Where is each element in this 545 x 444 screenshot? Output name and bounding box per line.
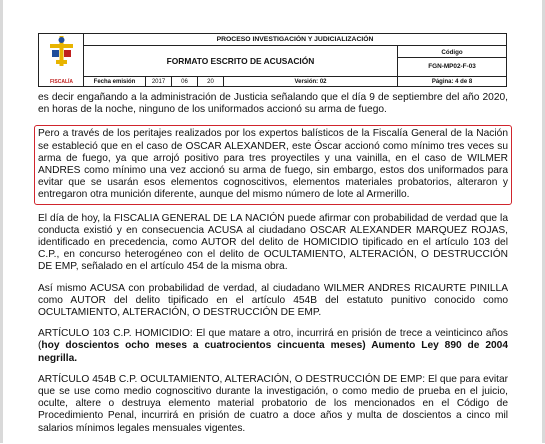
paragraph-p4: Así mismo ACUSA con probabilidad de verdad, al ciudadano WILMER ANDRES RICAURTE PINILLA como AUTOR del delito tipificado en el artículo 454B del estatuto punitivo conocido como OCULTAMIENTO, ALTERACIÓN, O DESTRUCCIÓN DE EMP. [38, 282, 508, 319]
document-body [38, 92, 508, 444]
code-value: FGN-MP02-F-03 [428, 62, 476, 70]
paragraph-p5 [38, 328, 508, 365]
form-header [38, 33, 507, 87]
paragraph-p1: es decir engañando a la administración de Justicia señalando que el día 9 de septiembre del año 2020, en horas de la noche, ninguno de los uniformados accionó su arma de fuego. [38, 92, 508, 116]
fecha-day: 20 [198, 77, 224, 87]
version-label: Versión: 02 [224, 77, 398, 87]
scales-emblem-icon [50, 36, 73, 66]
logo-wordmark [39, 80, 84, 86]
process-title: PROCESO INVESTIGACIÓN Y JUDICIALIZACIÓN [84, 34, 507, 46]
article-103-bold: hoy doscientos ocho meses a cuatrocientos cincuenta meses) Aumento Ley 890 de 2004 negrilla. [38, 340, 508, 364]
article-103-text: ARTÍCULO 103 C.P. HOMICIDIO: El que matare a otro, incurrirá en prisión de trece a veinticinco años ( [38, 328, 508, 352]
code-label: Código [398, 48, 506, 58]
page-number: Página: 4 de 8 [398, 77, 507, 87]
highlighted-paragraph: Pero a través de los peritajes realizados por los expertos balísticos de la Fiscalía General de la Nación se estableció que en el caso de OSCAR ALEXANDER, este Óscar accionó como mínimo tres veces su arma de fuego, ya que arrojó positivo para tres proyectiles y una vainilla, en el caso de WILMER ANDRES como mínimo una vez accionó su arma de fuego, sin embargo, estos dos uniformados para evitar que se usarán esos elementos cognoscitivos, elementos materiales probatorios, alteraron y entregaron otra munición diferente, aunque del mismo número de lote al Armerillo. [34, 125, 512, 204]
logo-cell [39, 34, 84, 87]
paragraph-p3: El día de hoy, la FISCALIA GENERAL DE LA NACIÓN puede afirmar con probabilidad de verdad que la conducta existió y en consecuencia ACUSA al ciudadano OSCAR ALEXANDER MARQUEZ ROJAS, identificado en precedencia, como AUTOR del delito de HOMICIDIO tipificado en el artículo 103 del C.P., en concurso heterogéneo con el delito de OCULTAMIENTO, ALTERACIÓN, O DESTRUCCIÓN DE EMP, señalado en el artículo 454 de la misma obra. [38, 212, 508, 273]
logo-text-line1: FISCALÍA [49, 78, 74, 85]
fecha-label: Fecha emisión [84, 77, 146, 87]
fecha-year: 2017 [146, 77, 172, 87]
fecha-month: 06 [172, 77, 198, 87]
fiscalia-logo [39, 34, 84, 86]
form-title: FORMATO ESCRITO DE ACUSACIÓN [84, 46, 398, 77]
code-cell [398, 46, 507, 77]
page-edge-left [0, 0, 3, 443]
paragraph-p6: ARTÍCULO 454B C.P. OCULTAMIENTO, ALTERACIÓN, O DESTRUCCIÓN DE EMP: El que para evitar que se use como medio cognoscitivo durante la investigación, o como medio de prueba en el juicio, oculte, altere o destruya elemento material probatorio de los mencionados en el Código de Procedimiento Penal, incurrirá en prisión de cuatro a doce años y multa de doscientos a cinco mil salarios mínimos legales mensuales vigentes. [38, 373, 508, 434]
